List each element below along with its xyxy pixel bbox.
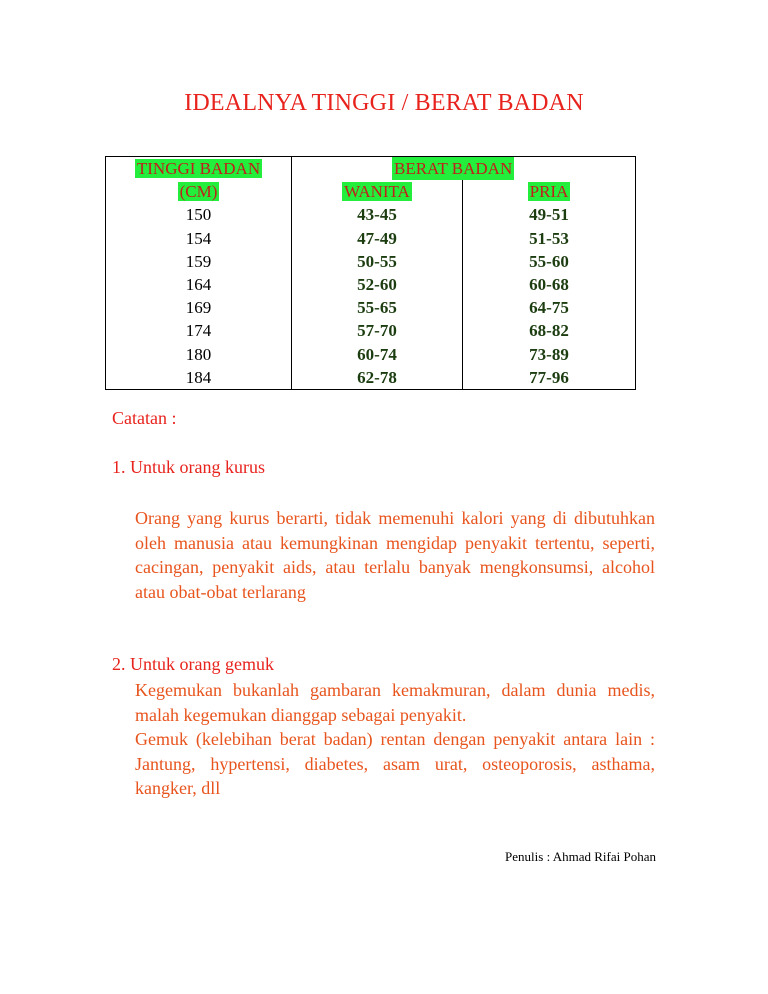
female-cell: 50-55	[357, 251, 397, 271]
male-cell: 64-75	[529, 298, 569, 318]
header-male: PRIA	[529, 182, 569, 202]
female-cell: 52-60	[357, 275, 397, 294]
note-1-text: Orang yang kurus berarti, tidak memenuhi kalori yang di dibutuhkan oleh manusia atau kemungkinan mengidap penyakit tertentu, seperti, cacingan, penyakit aids, atau terlalu banyak mengkonsumsi, alcohol atau obat-obat terlarang	[135, 508, 655, 602]
female-cell: 57-70	[357, 321, 397, 341]
note-1-heading: 1. Untuk orang kurus	[112, 457, 265, 477]
height-cell: 169	[185, 298, 212, 318]
male-cell: 73-89	[529, 344, 569, 364]
header-height-line2: (CM)	[179, 182, 218, 202]
page-title: IDEALNYA TINGGI / BERAT BADAN	[184, 90, 584, 116]
height-cell: 184	[185, 367, 212, 387]
male-cell: 51-53	[529, 228, 569, 248]
male-cell: 68-82	[529, 321, 569, 341]
height-cell: 154	[185, 228, 212, 248]
height-weight-table	[105, 156, 636, 390]
female-column	[292, 157, 513, 390]
author-credit: Penulis : Ahmad Rifai Pohan	[505, 849, 656, 864]
male-cell: 77-96	[529, 367, 569, 387]
height-cell: 174	[185, 321, 212, 341]
male-cell: 55-60	[529, 251, 569, 271]
female-cell: 47-49	[357, 228, 397, 248]
height-cell: 180	[185, 344, 212, 364]
female-cell: 55-65	[357, 298, 397, 318]
height-column	[106, 157, 292, 390]
male-column	[463, 157, 636, 390]
female-cell: 62-78	[357, 367, 397, 387]
height-cell: 164	[185, 275, 212, 295]
header-height-line1: TINGGI BADAN	[136, 159, 261, 178]
header-female: WANITA	[344, 182, 410, 202]
header-weight: BERAT BADAN	[392, 157, 514, 180]
note-2-heading: 2. Untuk orang gemuk	[112, 654, 274, 674]
height-cell: 150	[185, 205, 212, 225]
female-cell: 60-74	[357, 344, 397, 364]
notes-title: Catatan :	[112, 408, 177, 428]
height-cell: 159	[185, 251, 212, 271]
note-2-text-1: Kegemukan bukanlah gambaran kemakmuran, dalam dunia medis, malah kegemukan dianggap sebagai penyakit.	[135, 680, 655, 725]
note-2-text-2: Gemuk (kelebihan berat badan) rentan dengan penyakit antara lain : Jantung, hypertensi, diabetes, asam urat, osteoporosis, asthama, kangker, dll	[135, 729, 655, 799]
male-cell: 49-51	[529, 205, 569, 225]
male-cell: 60-68	[529, 275, 569, 294]
female-cell: 43-45	[357, 205, 397, 225]
